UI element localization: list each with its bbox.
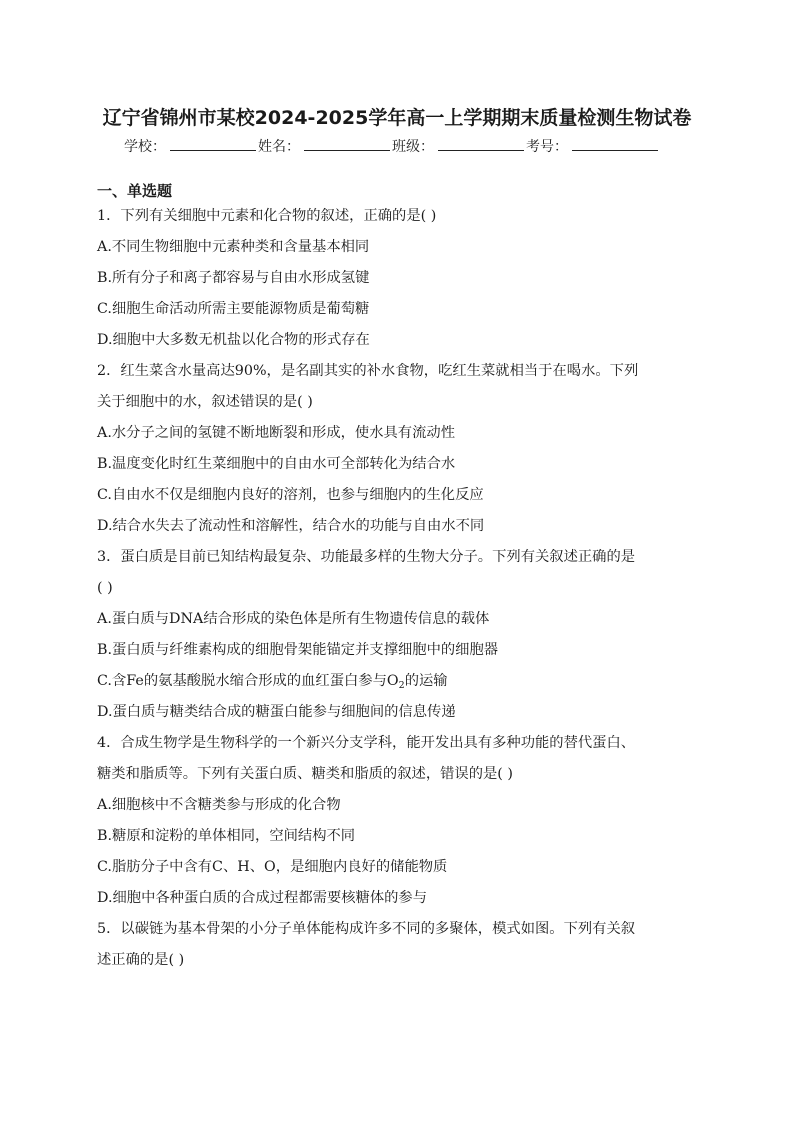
number-blank[interactable] — [572, 136, 658, 151]
q4-option-b: B.糖原和淀粉的单体相同，空间结构不同 — [97, 828, 356, 844]
q3-option-b: B.蛋白质与纤维素构成的细胞骨架能锚定并支撑细胞中的细胞器 — [97, 642, 499, 658]
q2-option-d: D.结合水失去了流动性和溶解性，结合水的功能与自由水不同 — [97, 518, 485, 534]
q1-option-b: B.所有分子和离子都容易与自由水形成氢键 — [97, 270, 370, 286]
q3-stem-line1: 3．蛋白质是目前已知结构最复杂、功能最多样的生物大分子。下列有关叙述正确的是 — [97, 549, 636, 565]
question-list — [97, 201, 702, 976]
q2-option-c: C.自由水不仅是细胞内良好的溶剂，也参与细胞内的生化反应 — [97, 487, 484, 503]
school-label: 学校： — [124, 139, 166, 155]
q5-stem-line1: 5．以碳链为基本骨架的小分子单体能构成许多不同的多聚体，模式如图。下列有关叙 — [97, 921, 636, 937]
class-label: 班级： — [392, 139, 434, 155]
section-heading: 一、单选题 — [97, 182, 173, 200]
student-info-row — [124, 136, 660, 156]
name-blank[interactable] — [304, 136, 390, 151]
q3-option-c-subscript: 2 — [398, 680, 405, 691]
q4-stem-line2: 糖类和脂质等。下列有关蛋白质、糖类和脂质的叙述，错误的是( ) — [97, 766, 514, 782]
q1-option-d: D.细胞中大多数无机盐以化合物的形式存在 — [97, 332, 370, 348]
q3-option-a: A.蛋白质与DNA结合形成的染色体是所有生物遗传信息的载体 — [97, 611, 490, 627]
number-label: 考号： — [526, 139, 568, 155]
q3-option-d: D.蛋白质与糖类结合成的糖蛋白能参与细胞间的信息传递 — [97, 704, 456, 720]
q1-option-a: A.不同生物细胞中元素种类和含量基本相同 — [97, 239, 370, 255]
school-blank[interactable] — [170, 136, 256, 151]
q2-option-b: B.温度变化时红生菜细胞中的自由水可全部转化为结合水 — [97, 456, 456, 472]
q2-stem-line1: 2．红生菜含水量高达90%，是名副其实的补水食物，吃红生菜就相当于在喝水。下列 — [97, 363, 639, 379]
q4-option-d: D.细胞中各种蛋白质的合成过程都需要核糖体的参与 — [97, 890, 428, 906]
q3-option-c-tail: 的运输 — [404, 673, 448, 689]
class-blank[interactable] — [438, 136, 524, 151]
q4-option-a: A.细胞核中不含糖类参与形成的化合物 — [97, 797, 341, 813]
q5-stem-line2: 述正确的是( ) — [97, 952, 185, 968]
q4-option-c: C.脂肪分子中含有C、H、O，是细胞内良好的储能物质 — [97, 859, 448, 875]
name-label: 姓名： — [258, 139, 300, 155]
q3-option-c-text: C.含Fe的氨基酸脱水缩合形成的血红蛋白参与O — [97, 673, 399, 689]
q3-stem-line2: ( ) — [97, 580, 113, 596]
page-title: 辽宁省锦州市某校2024-2025学年高一上学期期末质量检测生物试卷 — [102, 107, 692, 129]
q2-option-a: A.水分子之间的氢键不断地断裂和形成，使水具有流动性 — [97, 425, 455, 441]
q1-stem: 1．下列有关细胞中元素和化合物的叙述，正确的是( ) — [97, 208, 437, 224]
q3-option-c — [97, 666, 702, 697]
q2-stem-line2: 关于细胞中的水，叙述错误的是( ) — [97, 394, 313, 410]
q1-option-c: C.细胞生命活动所需主要能源物质是葡萄糖 — [97, 301, 370, 317]
q4-stem-line1: 4．合成生物学是生物科学的一个新兴分支学科，能开发出具有多种功能的替代蛋白、 — [97, 735, 636, 751]
